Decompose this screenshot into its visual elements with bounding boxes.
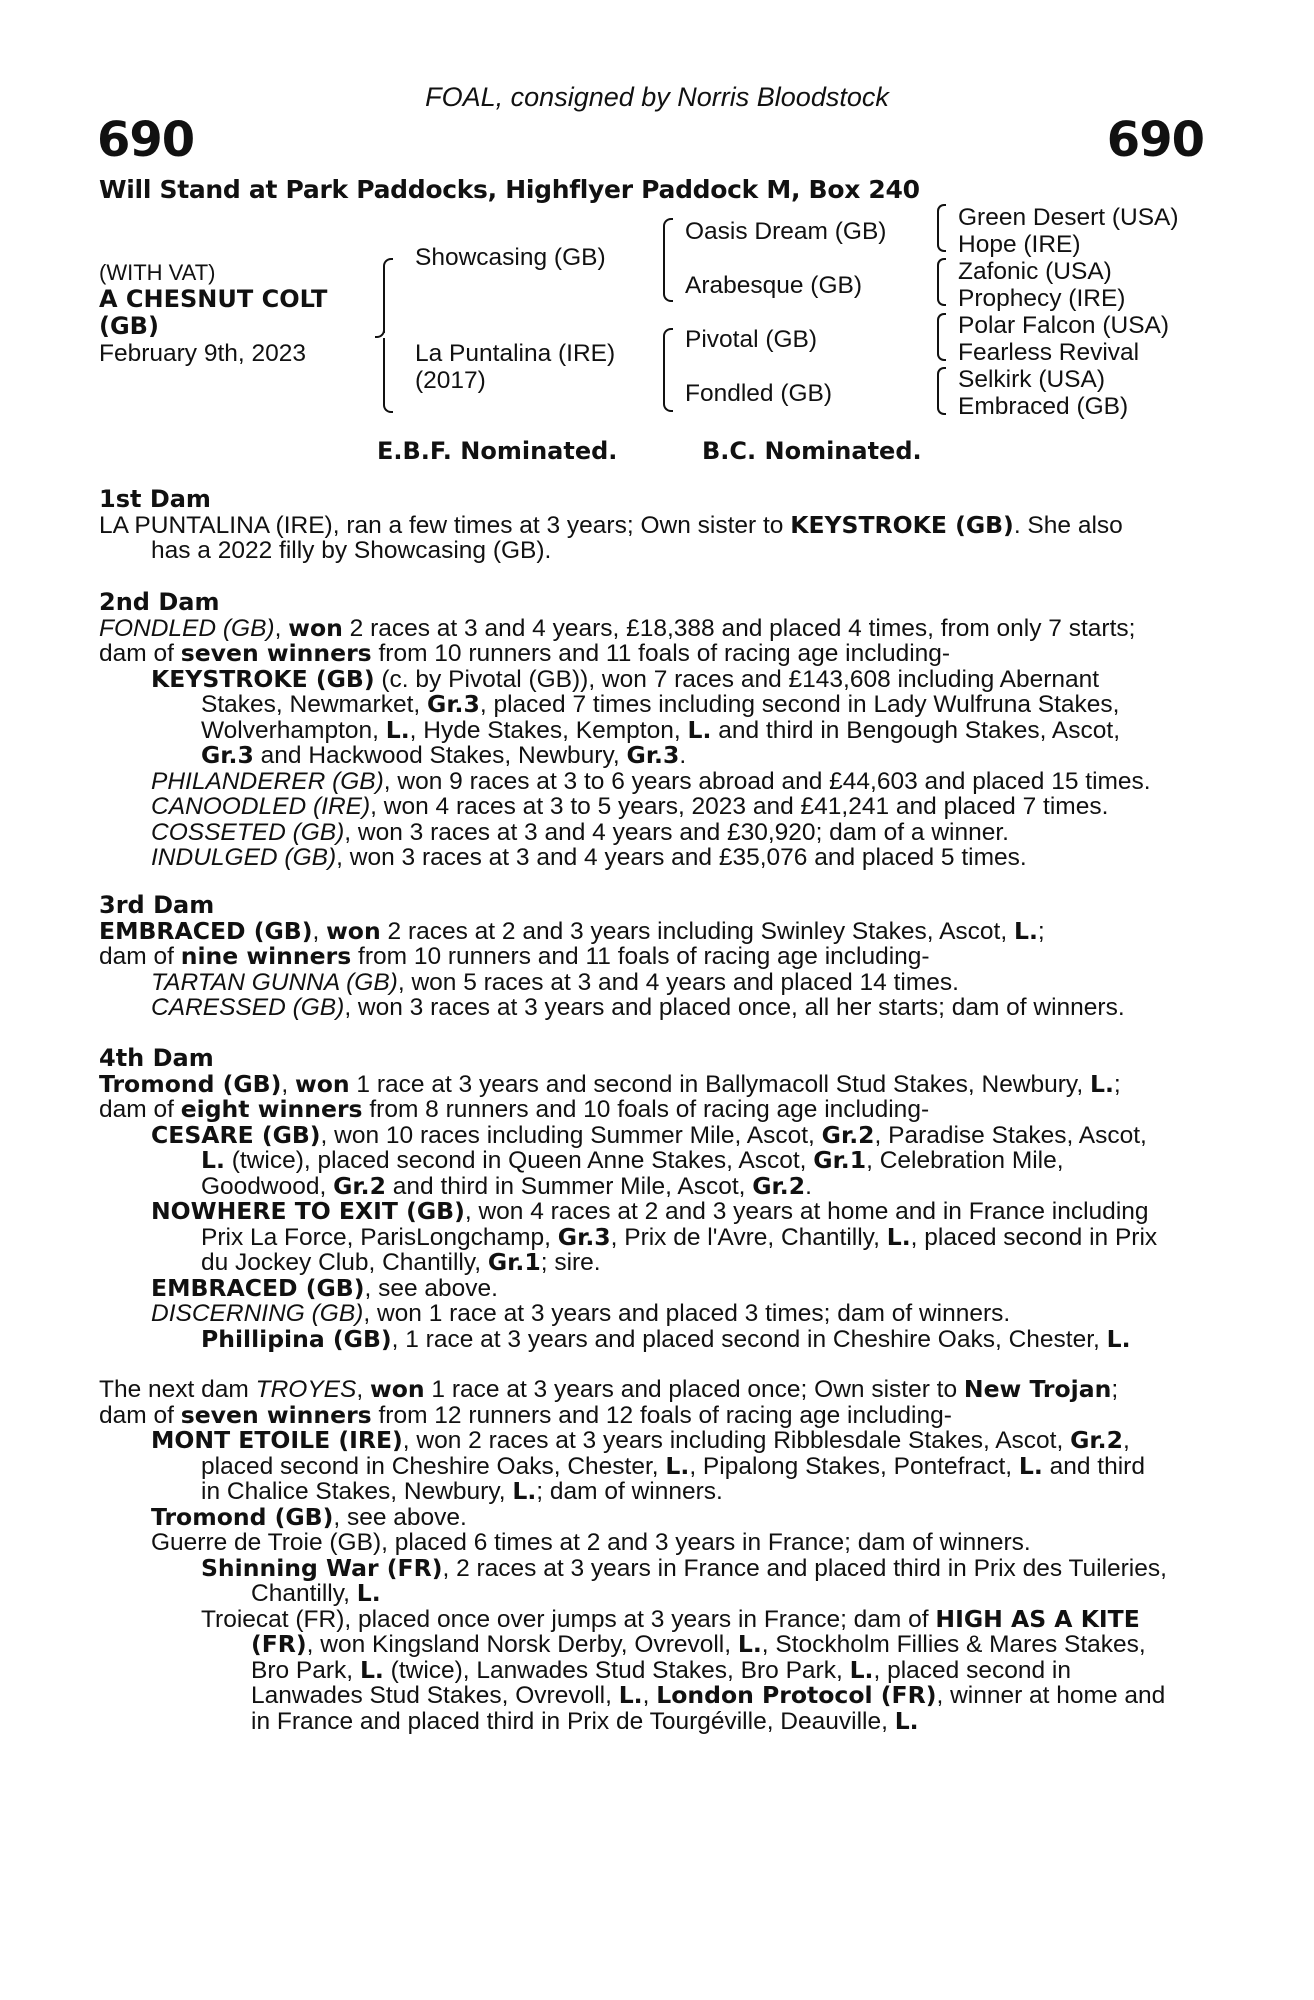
lot-number-right: 690: [1106, 112, 1204, 168]
cesare-entry-cont1: L. (twice), placed second in Queen Anne Stakes, Ascot, Gr.1, Celebration Mile,: [201, 1146, 1064, 1174]
ancestor-prophecy: Prophecy (IRE): [958, 285, 1126, 312]
cesare-entry-cont2: Goodwood, Gr.2 and third in Summer Mile, Ascot, Gr.2.: [201, 1171, 812, 1200]
ancestor-zafonic: Zafonic (USA): [958, 258, 1112, 285]
brace-g1: [937, 204, 946, 228]
shinning-war-entry: Shinning War (FR), 2 races at 3 years in France and placed third in Prix des Tuileries,: [201, 1553, 1167, 1582]
nowhere-to-exit-cont2: du Jockey Club, Chantilly, Gr.1; sire.: [201, 1248, 601, 1276]
cesare-entry: CESARE (GB), won 10 races including Summer Mile, Ascot, Gr.2, Paradise Stakes, Ascot,: [151, 1120, 1147, 1149]
fourth-dam-heading: 4th Dam: [99, 1044, 214, 1072]
embraced-entry: EMBRACED (GB), see above.: [151, 1273, 498, 1302]
ancestor-selkirk: Selkirk (USA): [958, 366, 1106, 393]
shinning-war-cont: Chantilly, L.: [251, 1579, 381, 1607]
ancestor-polar-falcon: Polar Falcon (USA): [958, 312, 1170, 339]
high-as-a-kite-cont2: Bro Park, L. (twice), Lanwades Stud Stakes, Bro Park, L., placed second in: [251, 1655, 1071, 1684]
brace-g8: [937, 391, 946, 415]
ancestor-green-desert: Green Desert (USA): [958, 204, 1179, 231]
brace-dam-bottom: [663, 370, 673, 412]
brace-dam-top: [663, 328, 673, 370]
bc-nomination: B.C. Nominated.: [702, 437, 922, 465]
keystroke-entry-cont2: Wolverhampton, L., Hyde Stakes, Kempton, L. and third in Bengough Stakes, Ascot,: [201, 715, 1121, 744]
dam-name: La Puntalina (IRE): [415, 340, 616, 367]
ancestor-hope: Hope (IRE): [958, 231, 1081, 258]
dam-year: (2017): [415, 367, 486, 394]
cosseted-entry: COSSETED (GB), won 3 races at 3 and 4 years and £30,920; dam of a winner.: [151, 818, 1009, 846]
horse-description: A CHESNUT COLT: [99, 285, 328, 313]
ancestor-embraced: Embraced (GB): [958, 393, 1129, 420]
ebf-nomination: E.B.F. Nominated.: [377, 437, 618, 465]
third-dam-text: EMBRACED (GB), won 2 races at 2 and 3 years including Swinley Stakes, Ascot, L.;: [99, 916, 1045, 945]
high-as-a-kite-cont1: (FR), won Kingsland Norsk Derby, Ovrevoll, L., Stockholm Fillies & Mares Stakes,: [251, 1630, 1146, 1658]
first-dam-section: [99, 487, 1204, 564]
mont-etoile-entry: MONT ETOILE (IRE), won 2 races at 3 years including Ribblesdale Stakes, Ascot, Gr.2,: [151, 1426, 1130, 1454]
brace-sire-top: [663, 218, 673, 260]
next-dam-section: [99, 1377, 1204, 1734]
high-as-a-kite-cont3: Lanwades Stud Stakes, Ovrevoll, L., London Protocol (FR), winner at home and: [251, 1681, 1166, 1709]
keystroke-entry-cont1: Stakes, Newmarket, Gr.3, placed 7 times including second in Lady Wulfruna Stakes,: [201, 690, 1120, 718]
third-dam-section: [99, 893, 1204, 1021]
sire-name: Showcasing (GB): [415, 244, 606, 271]
third-dam-produce: dam of nine winners from 10 runners and 11 foals of racing age including-: [99, 942, 930, 970]
fourth-dam-produce: dam of eight winners from 8 runners and 10 foals of racing age including-: [99, 1095, 930, 1123]
brace-g5: [937, 313, 946, 337]
brace-g2: [937, 228, 946, 252]
london-protocol-cont: in France and placed third in Prix de Tourgéville, Deauville, L.: [251, 1706, 919, 1735]
ancestor-fearless-revival: Fearless Revival: [958, 339, 1140, 366]
first-dam-text: LA PUNTALINA (IRE), ran a few times at 3 years; Own sister to KEYSTROKE (GB). She also: [99, 510, 1123, 539]
lot-number-left: 690: [97, 112, 195, 168]
keystroke-entry-cont3: Gr.3 and Hackwood Stakes, Newbury, Gr.3.: [201, 741, 687, 769]
keystroke-entry: KEYSTROKE (GB) (c. by Pivotal (GB)), won 7 races and £143,608 including Abernant: [151, 664, 1100, 693]
pedigree-brace-main-lower: [383, 338, 393, 413]
horse-description-country: (GB): [99, 312, 159, 340]
brace-g3: [937, 258, 946, 282]
pedigree-brace-main-tip: [375, 328, 385, 338]
pedigree-brace-main: [383, 258, 393, 333]
second-dam-section: [99, 590, 1204, 871]
brace-g6: [937, 337, 946, 361]
second-dam-text: FONDLED (GB), won 2 races at 3 and 4 years, £18,388 and placed 4 times, from only 7 starts;: [99, 613, 1136, 642]
brace-g4: [937, 282, 946, 306]
foaling-date: February 9th, 2023: [99, 340, 307, 367]
fourth-dam-text: Tromond (GB), won 1 race at 3 years and second in Ballymacoll Stud Stakes, Newbury, L.;: [99, 1069, 1121, 1098]
mont-etoile-cont1: placed second in Cheshire Oaks, Chester, L., Pipalong Stakes, Pontefract, L. and third: [201, 1451, 1145, 1480]
tartan-gunna-entry: TARTAN GUNNA (GB), won 5 races at 3 and 4 years and placed 14 times.: [151, 968, 959, 996]
location-line: Will Stand at Park Paddocks, Highflyer Paddock M, Box 240: [99, 175, 920, 204]
dam-sire-name: Pivotal (GB): [685, 326, 818, 353]
brace-sire-bottom: [663, 260, 673, 302]
next-dam-produce: dam of seven winners from 12 runners and 12 foals of racing age including-: [99, 1400, 952, 1429]
third-dam-heading: 3rd Dam: [99, 891, 215, 919]
canoodled-entry: CANOODLED (IRE), won 4 races at 3 to 5 years, 2023 and £41,241 and placed 7 times.: [151, 793, 1109, 820]
sire-dam-name: Arabesque (GB): [685, 272, 863, 299]
consignor-line: FOAL, consigned by Norris Bloodstock: [425, 82, 889, 112]
first-dam-heading: 1st Dam: [99, 485, 211, 513]
vat-label: (WITH VAT): [99, 260, 216, 285]
nowhere-to-exit-cont1: Prix La Force, ParisLongchamp, Gr.3, Prix de l'Avre, Chantilly, L., placed second in Prix: [201, 1222, 1158, 1251]
second-dam-produce: dam of seven winners from 10 runners and 11 foals of racing age including-: [99, 639, 951, 667]
guerre-de-troie-entry: Guerre de Troie (GB), placed 6 times at 2 and 3 years in France; dam of winners.: [151, 1529, 1031, 1556]
nowhere-to-exit-entry: NOWHERE TO EXIT (GB), won 4 races at 2 and 3 years at home and in France including: [151, 1197, 1149, 1225]
first-dam-text-cont: has a 2022 filly by Showcasing (GB).: [151, 537, 552, 564]
brace-g7: [937, 367, 946, 391]
dam-dam-name: Fondled (GB): [685, 380, 833, 407]
fourth-dam-section: [99, 1046, 1204, 1352]
mont-etoile-cont2: in Chalice Stakes, Newbury, L.; dam of winners.: [201, 1477, 723, 1505]
next-dam-text: The next dam TROYES, won 1 race at 3 years and placed once; Own sister to New Trojan;: [99, 1375, 1119, 1403]
troiecat-entry: Troiecat (FR), placed once over jumps at 3 years in France; dam of HIGH AS A KITE: [201, 1604, 1140, 1633]
sire-sire-name: Oasis Dream (GB): [685, 218, 887, 245]
tromond-entry: Tromond (GB), see above.: [151, 1502, 467, 1531]
phillipina-entry: Phillipina (GB), 1 race at 3 years and placed second in Cheshire Oaks, Chester, L.: [201, 1324, 1131, 1353]
philanderer-entry: PHILANDERER (GB), won 9 races at 3 to 6 years abroad and £44,603 and placed 15 times.: [151, 767, 1151, 795]
discerning-entry: DISCERNING (GB), won 1 race at 3 years and placed 3 times; dam of winners.: [151, 1300, 1011, 1327]
caressed-entry: CARESSED (GB), won 3 races at 3 years and placed once, all her starts; dam of winners.: [151, 994, 1125, 1021]
indulged-entry: INDULGED (GB), won 3 races at 3 and 4 years and £35,076 and placed 5 times.: [151, 844, 1027, 871]
second-dam-heading: 2nd Dam: [99, 588, 220, 616]
